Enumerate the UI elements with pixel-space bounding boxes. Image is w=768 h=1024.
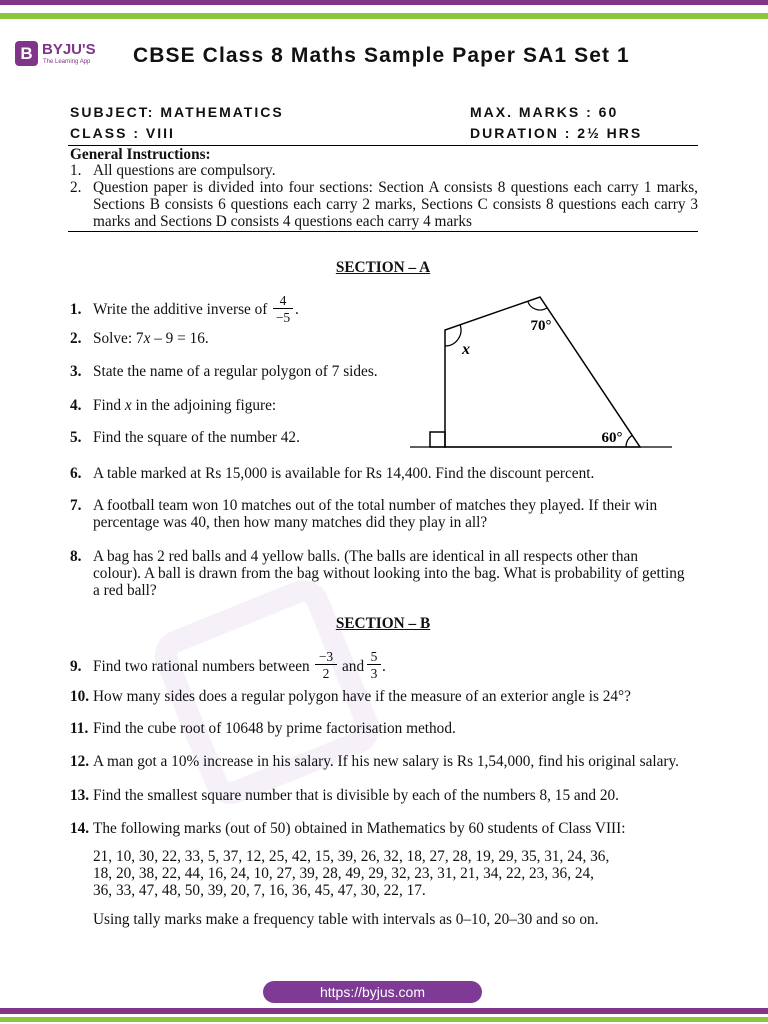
max-marks-label: MAX. MARKS : 60: [470, 104, 619, 120]
question-6-number: 6.: [70, 465, 82, 482]
angle-label-top-left: x: [462, 341, 470, 358]
question-2-text-post: – 9 = 16.: [150, 330, 209, 347]
logo-brand-text: BYJU'S: [42, 41, 96, 58]
logo-tagline: The Learning App: [43, 59, 91, 65]
question-14-text: The following marks (out of 50) obtained in Mathematics by 60 students of Class VIII:: [93, 820, 626, 837]
question-7-text-line-2: percentage was 40, then how many matches did they play in all?: [93, 514, 488, 531]
duration-label: DURATION : 2½ HRS: [470, 125, 643, 141]
page-title: CBSE Class 8 Maths Sample Paper SA1 Set 1: [133, 44, 630, 67]
angle-label-bottom-right: 60°: [601, 430, 623, 446]
instruction-2-text-line-2: Sections B consists 6 questions each carry 2 marks, Sections C consists 8 questions each carry 3: [93, 196, 698, 213]
question-1-text: Write the additive inverse of: [93, 301, 268, 318]
right-angle-mark: [430, 432, 445, 447]
question-2-number: 2.: [70, 330, 82, 347]
quadrilateral-figure: [400, 285, 680, 455]
question-9-text: Find two rational numbers between: [93, 658, 310, 675]
instructions-heading: General Instructions:: [70, 146, 211, 163]
question-5-text: Find the square of the number 42.: [93, 429, 300, 446]
instruction-2-text-line-3: marks and Sections D consists 4 questions each carry 4 marks: [93, 213, 472, 230]
question-1-fraction: [273, 293, 293, 325]
question-4-text: [93, 397, 276, 414]
question-2-text: [93, 330, 209, 347]
top-green-bar: [0, 13, 768, 19]
instruction-1-number: 1.: [70, 162, 82, 179]
byjus-logo: [15, 40, 110, 70]
question-11-text: Find the cube root of 10648 by prime factorisation method.: [93, 720, 456, 737]
question-11-number: 11.: [70, 720, 89, 737]
subject-label: SUBJECT: MATHEMATICS: [70, 104, 284, 120]
question-12-text: A man got a 10% increase in his salary. If his new salary is Rs 1,54,000, find his original salary.: [93, 753, 679, 770]
variable-x: x: [124, 397, 132, 414]
question-9-period: .: [382, 658, 386, 675]
angle-arc-bottom-right: [626, 435, 632, 447]
question-10-text: How many sides does a regular polygon have if the measure of an exterior angle is 24°?: [93, 688, 631, 705]
question-9-number: 9.: [70, 658, 82, 675]
question-14-number: 14.: [70, 820, 90, 837]
question-13-number: 13.: [70, 787, 90, 804]
question-2-text-pre: Solve: 7: [93, 330, 144, 347]
question-1-number: 1.: [70, 301, 82, 318]
question-7-text-line-1: A football team won 10 matches out of the total number of matches they played. If their win: [93, 497, 658, 514]
question-8-number: 8.: [70, 548, 82, 565]
question-6-text: A table marked at Rs 15,000 is available for Rs 14,400. Find the discount percent.: [93, 465, 595, 482]
marks-data-line-2: 18, 20, 38, 22, 44, 16, 24, 10, 27, 39, 28, 49, 29, 32, 23, 31, 21, 34, 22, 23, 36, 24,: [93, 865, 594, 882]
question-7-number: 7.: [70, 497, 82, 514]
question-14-instruction: Using tally marks make a frequency table with intervals as 0–10, 20–30 and so on.: [93, 911, 599, 928]
bottom-green-bar: [0, 1017, 768, 1022]
section-b-heading: SECTION – B: [335, 615, 431, 632]
website-link-button[interactable]: https://byjus.com: [263, 981, 482, 1003]
class-label: CLASS : VIII: [70, 125, 175, 141]
question-8-text-line-1: A bag has 2 red balls and 4 yellow balls. (The balls are identical in all respects other than: [93, 548, 638, 565]
question-5-number: 5.: [70, 429, 82, 446]
top-purple-bar: [0, 0, 768, 5]
question-3-number: 3.: [70, 363, 82, 380]
question-4-number: 4.: [70, 397, 82, 414]
fraction-denominator: 3: [367, 664, 381, 681]
instruction-2-text-line-1: Question paper is divided into four sections: Section A consists 8 questions each carry 1 marks,: [93, 179, 698, 196]
divider-bottom: [68, 231, 698, 232]
question-8-text-line-2: colour). A ball is drawn from the bag without looking into the bag. What is probability of getting: [93, 565, 685, 582]
question-9-fraction-1: [315, 649, 337, 681]
variable-x: x: [143, 330, 151, 347]
question-4-text-pre: Find: [93, 397, 125, 414]
logo-mark-icon: B: [15, 41, 38, 66]
instruction-1-text: All questions are compulsory.: [93, 162, 276, 179]
marks-data-line-3: 36, 33, 47, 48, 50, 39, 20, 7, 16, 36, 45, 47, 30, 22, 17.: [93, 882, 426, 899]
fraction-denominator: −5: [273, 308, 293, 325]
bottom-purple-bar: [0, 1008, 768, 1014]
question-1-period: .: [295, 301, 299, 318]
fraction-denominator: 2: [315, 664, 337, 681]
instruction-2-number: 2.: [70, 179, 82, 196]
angle-label-top-right: 70°: [530, 318, 552, 334]
question-4-text-post: in the adjoining figure:: [131, 397, 277, 414]
section-a-heading: SECTION – A: [335, 259, 431, 276]
marks-data-line-1: 21, 10, 30, 22, 33, 5, 37, 12, 25, 42, 15, 39, 26, 32, 18, 27, 28, 19, 29, 35, 31, 24, 36,: [93, 848, 610, 865]
question-8-text-line-3: a red ball?: [93, 582, 157, 599]
fraction-numerator: 5: [370, 649, 378, 664]
fraction-numerator: 4: [279, 293, 287, 308]
question-9-fraction-2: [367, 649, 381, 681]
question-9-and: and: [342, 658, 365, 675]
question-12-number: 12.: [70, 753, 90, 770]
question-3-text: State the name of a regular polygon of 7 sides.: [93, 363, 378, 380]
question-13-text: Find the smallest square number that is divisible by each of the numbers 8, 15 and 20.: [93, 787, 619, 804]
question-10-number: 10.: [70, 688, 90, 705]
fraction-numerator: −3: [318, 649, 334, 664]
